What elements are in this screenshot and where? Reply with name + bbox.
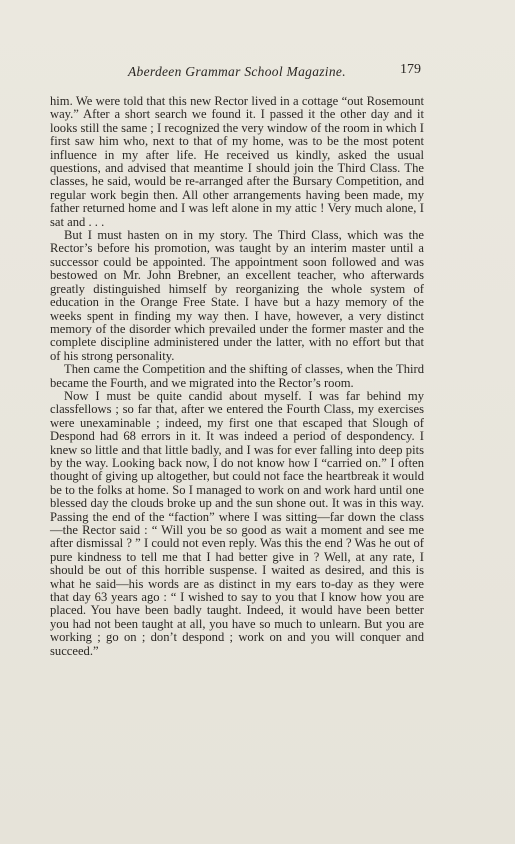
paragraph-1: him. We were told that this new Rector lived in a cottage “out Rosemount way.” After a short search we found it. I passed it the other day and it looks still the same ; I recognized the very window of the room in which I first saw him who, next to that of my home, was to be the most potent influence in my after life. He received us kindly, asked the usual questions, and advised that meantime I should join the Third Class. The classes, he said, would be re-arranged after the Bursary Competition, and regular work begin then. All other arrangements having been made, my father returned home and I was left alone in my attic ! Very much alone, I sat and . . . — [50, 94, 424, 229]
body-text — [50, 95, 424, 658]
paragraph-4: Now I must be quite candid about myself. I was far behind my classfellows ; so far that, after we entered the Fourth Class, my exercises were unexaminable ; indeed, my first one that escaped that Slough of Despond had 68 errors in it. It was indeed a period of despondency. I knew so little and that little badly, and I was for ever falling into deep pits by the way. Looking back now, I do not know how I “carried on.” I often thought of giving up altogether, but could not face the heartbreak it would be to the folks at home. So I managed to work on and work hard until one blessed day the clouds broke up and the sun shone out. It was in this way. Passing the end of the “faction” where I was sitting—far down the class—the Rector said : “ Will you be so good as wait a moment and see me after dismissal ? ” I could not even reply. Was this the end ? Was he out of pure kindness to tell me that I had better give in ? Well, at any rate, I should be out of this horrible suspense. I waited as desired, and this is what he said—his words are as distinct in my ears to-day as they were that day 63 years ago : “ I wished to say to you that I know how you are placed. You have been badly taught. Indeed, it would have been better you had not been taught at all, you have so much to unlearn. But you are working ; go on ; don’t despond ; work on and you will conquer and succeed.” — [50, 388, 424, 658]
paragraph-3: Then came the Competition and the shifting of classes, when the Third became the Fourth, and we migrated into the Rector’s room. — [50, 362, 424, 390]
paragraph-2: But I must hasten on in my story. The Third Class, which was the Rector’s before his promotion, was taught by an interim master until a successor could be appointed. The appointment soon followed and was bestowed on Mr. John Brebner, an excellent teacher, who afterwards greatly distinguished himself by reorganizing the whole system of education in the Orange Free State. I have but a hazy memory of the weeks spent in finding my way then. I have, however, a very distinct memory of the disorder which prevailed under the former master and the complete discipline administered under the latter, with no effort but that of his strong personality. — [50, 228, 424, 363]
page-number: 179 — [400, 62, 421, 77]
page-header — [50, 62, 440, 82]
running-title: Aberdeen Grammar School Magazine. — [128, 64, 346, 79]
